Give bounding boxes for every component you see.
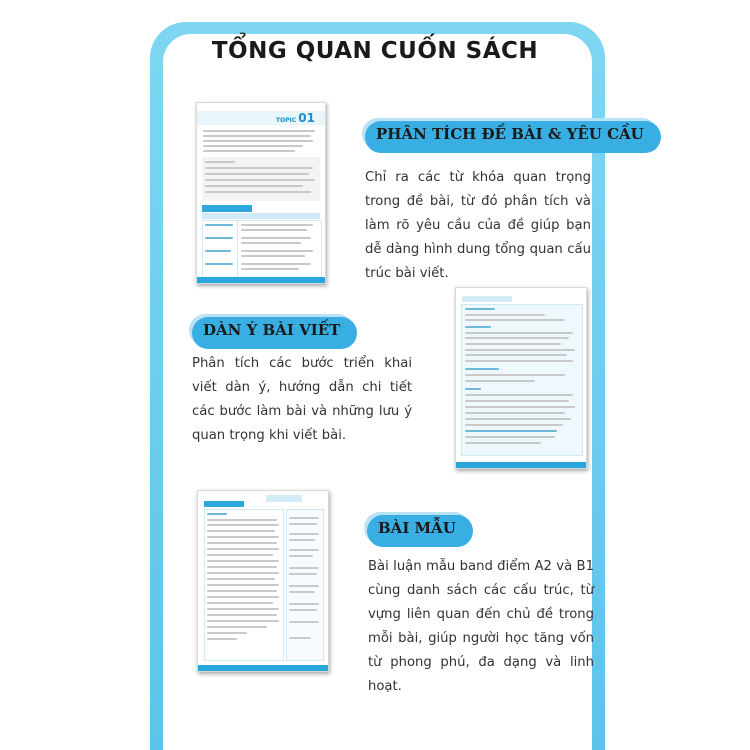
- page-title: TỔNG QUAN CUỐN SÁCH: [211, 38, 539, 64]
- section-label-outline: DÀN Ý BÀI VIẾT: [189, 314, 354, 346]
- thumbnail-outline-page: [455, 287, 587, 469]
- topic-tag-label: TOPIC: [275, 117, 297, 124]
- section-description-sample: Bài luận mẫu band điểm A2 và B1 cùng danh sách các cấu trúc, từ vựng liên quan đến chủ đề trong mỗi bài, giúp người học tăng vốn từ phong phú, đa dạng và linh hoạt.: [368, 559, 594, 694]
- section-description-analysis: Chỉ ra các từ khóa quan trọng trong đề bài, từ đó phân tích và làm rõ yêu cầu của đề giúp bạn dễ dàng hình dung tổng quan cấu trúc bài viết.: [365, 170, 591, 281]
- section-description-outline: Phân tích các bước triển khai viết dàn ý, hướng dẫn chi tiết các bước làm bài và những lưu ý quan trọng khi viết bài.: [192, 356, 412, 443]
- thumbnail-topic-page: [196, 102, 326, 284]
- section-label-analysis: PHÂN TÍCH ĐỀ BÀI & YÊU CẦU: [362, 118, 658, 150]
- topic-number: 01: [298, 111, 315, 125]
- thumbnail-sample-page: [197, 490, 329, 672]
- topic-tag: [276, 111, 315, 125]
- section-label-sample: BÀI MẪU: [364, 512, 470, 544]
